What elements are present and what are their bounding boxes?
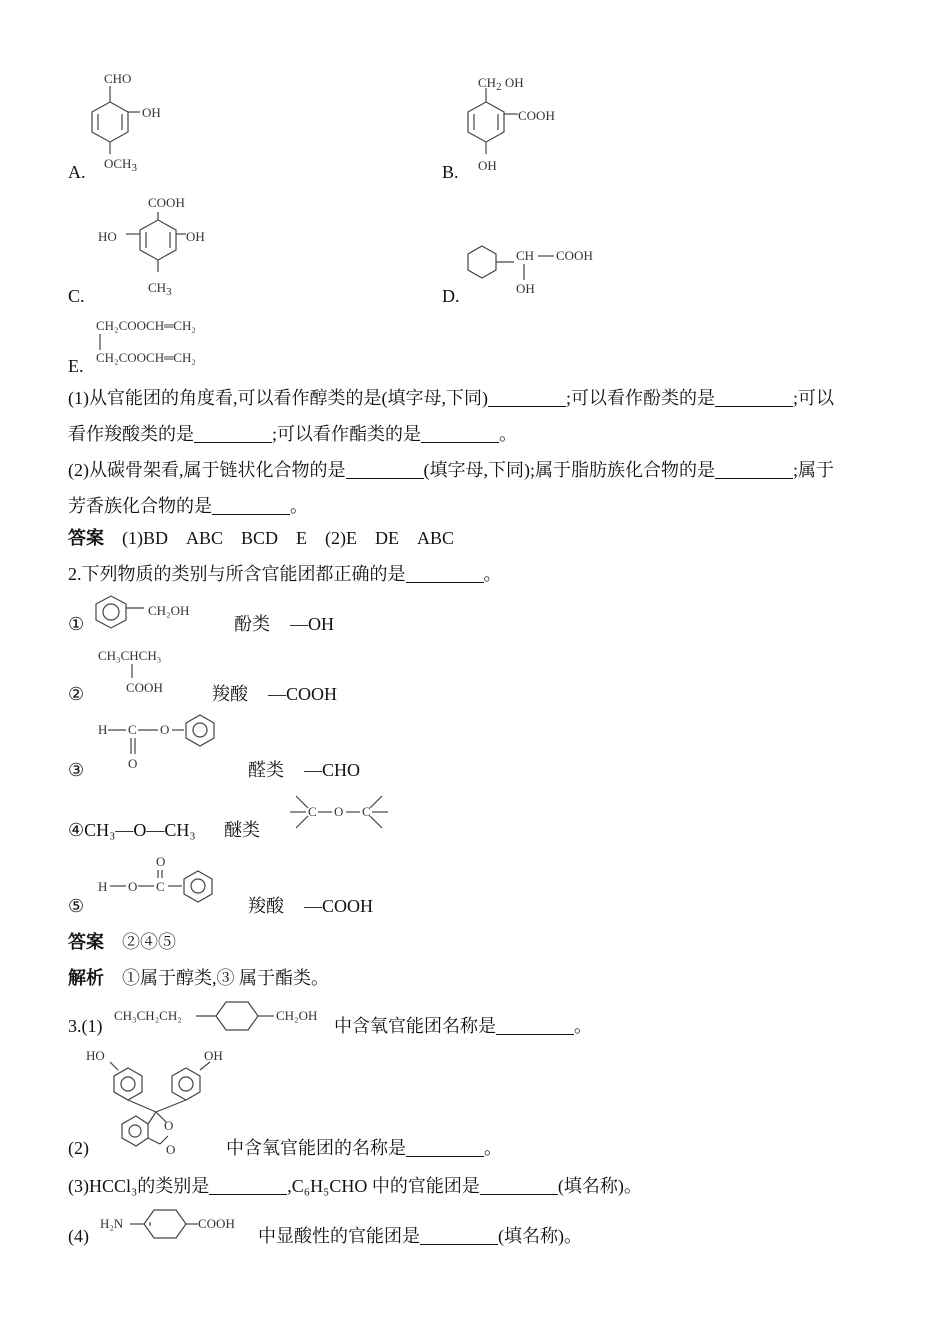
q2-item3-group: —CHO xyxy=(304,760,361,780)
q3-p2-question: 中含氧官能团的名称是 。 xyxy=(226,1138,502,1158)
answer-blank[interactable] xyxy=(488,388,566,407)
q2-item5-o: O xyxy=(128,879,138,894)
ether-o: O xyxy=(334,804,344,819)
q2-item2-class: 羧酸 xyxy=(212,684,248,704)
c-group-oh: OH xyxy=(186,229,205,244)
q2-item2-bond xyxy=(130,664,134,680)
q2-item2-num: ② xyxy=(68,684,85,704)
e-line-2: CH₂COOCH═CH₂ xyxy=(96,350,196,365)
q2-analysis xyxy=(68,966,329,990)
q2-item3-bonds xyxy=(108,714,218,764)
answer-label: 答案 xyxy=(68,528,104,548)
q2-item3-class: 醛类 xyxy=(248,760,284,780)
answer-blank[interactable] xyxy=(212,496,290,515)
cyclohexane-ring-icon xyxy=(196,1000,276,1034)
q1-answer xyxy=(68,526,454,550)
analysis-label: 解析 xyxy=(68,968,104,988)
q1-part1-line1: (1)从官能团的角度看,可以看作醇类的是(填字母,下同) ;可以看作酚类的是 ;可以 xyxy=(68,388,835,408)
answer-blank[interactable] xyxy=(480,1176,558,1195)
q2-item3-h: H xyxy=(98,722,108,737)
q2-item1-formula: CH₂OH xyxy=(148,603,190,618)
q2-item5-num: ⑤ xyxy=(68,896,85,916)
ether-c-left: C xyxy=(308,804,317,819)
q2-item1-num: ① xyxy=(68,614,85,634)
q2-item5-h: H xyxy=(98,879,108,894)
c-group-ch3: $CH_3$ xyxy=(148,280,172,298)
option-a-label: A. xyxy=(68,162,86,182)
a-group-cho: CHO xyxy=(104,71,132,86)
c-group-cooh: COOH xyxy=(148,195,185,210)
q2-item5-group: —COOH xyxy=(304,896,374,916)
q3-p2-num: (2) xyxy=(68,1138,89,1158)
q2-item3-c: C xyxy=(128,722,137,737)
option-b-label: B. xyxy=(442,162,459,182)
benzene-ring-icon xyxy=(130,1208,200,1244)
q2-item4-formula: ④CH₃—O—CH₃ xyxy=(68,820,196,840)
answer-blank[interactable] xyxy=(496,1016,574,1035)
q2-item2-bottom: COOH xyxy=(126,680,163,695)
benzene-ring-icon xyxy=(96,596,156,636)
q2-item2-top: CH₃CHCH₃ xyxy=(98,648,162,663)
answer-blank[interactable] xyxy=(194,424,272,443)
answer-blank[interactable] xyxy=(406,564,484,583)
q2-item1-class: 酚类 xyxy=(234,614,270,634)
e-line-1: CH₂COOCH═CH₂ xyxy=(96,318,196,333)
answer-label: 答案 xyxy=(68,932,104,952)
answer-blank[interactable] xyxy=(421,424,499,443)
b-group-oh: OH xyxy=(478,158,497,173)
structure-c-diagram xyxy=(140,220,190,280)
q3-p4-left: H₂N xyxy=(100,1216,124,1231)
d-group-oh: OH xyxy=(516,281,535,296)
c-group-ho: HO xyxy=(98,229,117,244)
q3-p4-num: (4) xyxy=(68,1226,89,1246)
q2-item5-c: C xyxy=(156,879,165,894)
q2-item3-o: O xyxy=(160,722,170,737)
b-group-cooh: COOH xyxy=(518,108,555,123)
answer-blank[interactable] xyxy=(209,1176,287,1195)
q3-p1-right: CH₂OH xyxy=(276,1008,318,1023)
phenolphthalein-diagram xyxy=(100,1060,230,1150)
q2-item3-o2: O xyxy=(128,756,138,771)
structure-a-diagram xyxy=(92,100,142,160)
answer-blank[interactable] xyxy=(406,1138,484,1157)
q2-stem: 2.下列物质的类别与所含官能团都正确的是 。 xyxy=(68,564,502,584)
ether-c-right: C xyxy=(362,804,371,819)
q1-part1-line2: 看作羧酸类的是 ;可以看作酯类的是 。 xyxy=(68,424,518,444)
structure-b-diagram xyxy=(468,100,518,160)
q3-p1-question: 中含氧官能团名称是 。 xyxy=(334,1016,592,1036)
q2-answer xyxy=(68,930,176,954)
b-group-ch2oh: $CH_2$ OH xyxy=(478,75,524,93)
option-e-label: E. xyxy=(68,356,84,376)
q1-part2-line1: (2)从碳骨架看,属于链状化合物的是 (填字母,下同);属于脂肪族化合物的是 ;属于 xyxy=(68,460,835,480)
q3-p4-right: COOH xyxy=(198,1216,235,1231)
answer-blank[interactable] xyxy=(715,388,793,407)
answer-text: ②④⑤ xyxy=(122,932,176,952)
q2-item5-class: 羧酸 xyxy=(248,896,284,916)
q3-p2-ho: HO xyxy=(86,1048,105,1063)
q3-p4-question: 中显酸性的官能团是 (填名称)。 xyxy=(258,1226,582,1246)
option-d-label: D. xyxy=(442,286,460,306)
answer-text: (1)BD ABC BCD E (2)E DE ABC xyxy=(122,528,454,548)
q3-p1-left: CH₃CH₂CH₂ xyxy=(114,1008,182,1023)
q2-item4-class: 醚类 xyxy=(224,820,260,840)
q3-p1-num: 3.(1) xyxy=(68,1016,103,1036)
q2-item2-group: —COOH xyxy=(268,684,338,704)
d-group-cooh: COOH xyxy=(556,248,593,263)
q1-part2-line2: 芳香族化合物的是 。 xyxy=(68,496,308,516)
answer-blank[interactable] xyxy=(715,460,793,479)
q3-p2-carbonyl-o: O xyxy=(166,1142,176,1157)
q3-p3: (3)HCCl₃的类别是 ,C₆H₅CHO 中的官能团是 (填名称)。 xyxy=(68,1176,642,1196)
q3-p2-ring-o: O xyxy=(164,1118,174,1133)
q2-item1-group: —OH xyxy=(290,614,334,634)
answer-blank[interactable] xyxy=(346,460,424,479)
analysis-text: ①属于醇类,③ 属于酯类。 xyxy=(122,968,329,988)
q2-item5-bonds xyxy=(110,866,220,906)
q2-item3-num: ③ xyxy=(68,760,85,780)
a-group-oh: OH xyxy=(142,105,161,120)
answer-blank[interactable] xyxy=(420,1226,498,1245)
option-c-label: C. xyxy=(68,286,85,306)
q3-p2-oh: OH xyxy=(204,1048,223,1063)
a-group-och3: $OCH_3$ xyxy=(104,156,137,174)
q2-item5-o2: O xyxy=(156,854,166,869)
d-group-ch: CH xyxy=(516,248,535,263)
